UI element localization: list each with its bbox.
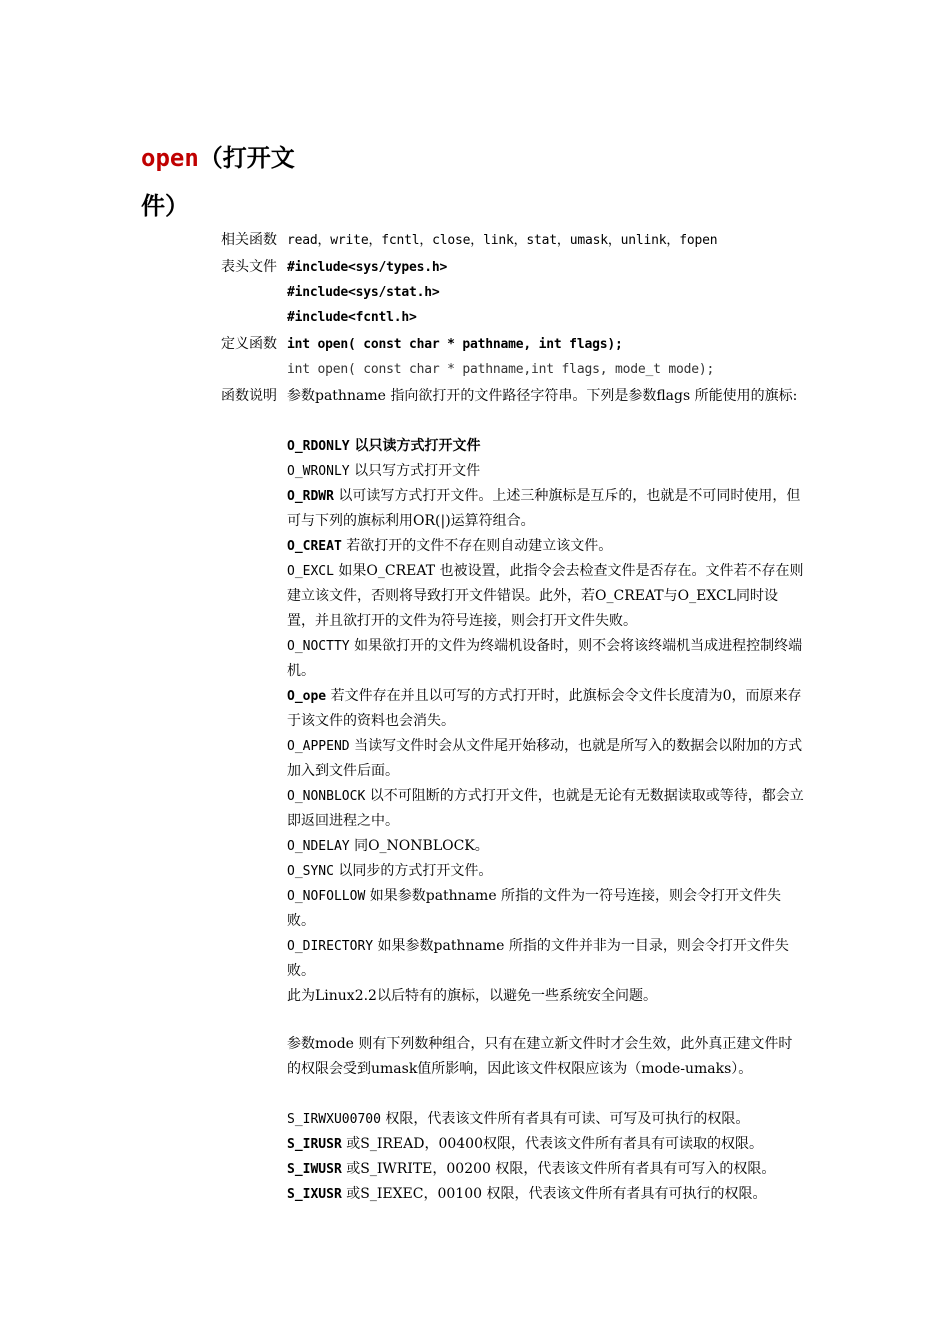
- flag-desc: 同O_NONBLOCK。: [349, 838, 489, 854]
- header-include-2: #include<sys/stat.h>: [287, 285, 440, 300]
- flag-desc: 当读写文件时会从文件尾开始移动，也就是所写入的数据会以附加的方式加入到文件后面。: [287, 738, 803, 779]
- title-cn-part2: 件）: [141, 192, 189, 220]
- header-include-3: #include<fcntl.h>: [287, 310, 417, 325]
- flag-desc: 如果O_CREAT 也被设置，此指令会去检查文件是否存在。文件若不存在则建立该文件，否则将导致打开文件错误。此外，若O_CREAT与O_EXCL同时设置，并且欲打开的文件为符号连接，则会打开文件失败。: [287, 563, 804, 629]
- flag-desc: 以只写方式打开文件: [349, 463, 481, 479]
- flag-o-ndelay: [287, 834, 805, 859]
- label-desc: 函数说明: [221, 388, 277, 404]
- flag-o-rdwr: [287, 484, 805, 534]
- flag-desc: 以只读方式打开文件: [349, 438, 481, 454]
- flag-name: O_APPEND: [287, 739, 350, 754]
- flag-name: O_CREAT: [287, 539, 342, 554]
- flag-o-directory: [287, 934, 805, 984]
- flag-name: O_NOCTTY: [287, 639, 350, 654]
- flag-o-creat: [287, 534, 805, 559]
- flag-name: O_RDWR: [287, 489, 334, 504]
- flag-o-excl: [287, 559, 805, 634]
- flag-desc: 若文件存在并且以可写的方式打开时，此旗标会令文件长度清为0，而原来存于该文件的资料也会消失。: [287, 688, 802, 729]
- flag-name: O_WRONLY: [287, 464, 350, 479]
- label-header: 表头文件: [221, 259, 277, 275]
- mode-desc: 或S_IEXEC，00100 权限，代表该文件所有者具有可执行的权限。: [341, 1186, 767, 1202]
- flag-desc: 如果参数pathname 所指的文件为一符号连接，则会令打开文件失败。: [287, 888, 782, 929]
- flag-o-append: [287, 734, 805, 784]
- function-name: open: [141, 144, 199, 172]
- flag-name: O_SYNC: [287, 864, 334, 879]
- header-include-1: #include<sys/types.h>: [287, 260, 448, 275]
- prototype-2: int open( const char * pathname,int flags, mode_t mode);: [287, 362, 715, 377]
- flag-o-sync: [287, 859, 805, 884]
- label-define: 定义函数: [221, 336, 277, 352]
- mode-name: S_IRWXU00700: [287, 1112, 381, 1127]
- title-cn-part1: （打开文: [198, 144, 295, 172]
- flag-name: O_NDELAY: [287, 839, 350, 854]
- mode-s-ixusr: [287, 1182, 805, 1207]
- related-functions: read，write，fcntl，close，link，stat，umask，unlink，fopen: [287, 233, 718, 248]
- flag-o-wronly: [287, 459, 805, 484]
- flag-o-ope: [287, 684, 805, 734]
- flag-name: O_ope: [287, 689, 327, 704]
- flag-desc: 以同步的方式打开文件。: [333, 863, 493, 879]
- flag-o-noctty: [287, 634, 805, 684]
- flag-name: O_NONBLOCK: [287, 789, 366, 804]
- flag-o-nofollow: [287, 884, 805, 934]
- mode-s-irusr: [287, 1132, 805, 1157]
- linux-note: 此为Linux2.2以后特有的旗标，以避免一些系统安全问题。: [287, 988, 657, 1004]
- mode-name: S_IWUSR: [287, 1162, 342, 1177]
- flag-name: O_EXCL: [287, 564, 334, 579]
- flag-desc: 如果参数pathname 所指的文件并非为一目录，则会令打开文件失败。: [287, 938, 789, 979]
- flag-o-rdonly: [287, 434, 805, 459]
- flag-name: O_DIRECTORY: [287, 939, 374, 954]
- flag-o-nonblock: [287, 784, 805, 834]
- mode-desc: 权限，代表该文件所有者具有可读、可写及可执行的权限。: [380, 1111, 750, 1127]
- mode-name: S_IXUSR: [287, 1187, 342, 1202]
- label-related: 相关函数: [221, 232, 277, 248]
- mode-s-iwusr: [287, 1157, 805, 1182]
- prototype-1: int open( const char * pathname, int flags);: [287, 337, 623, 352]
- desc-intro: 参数pathname 指向欲打开的文件路径字符串。下列是参数flags 所能使用的旗标:: [287, 388, 798, 404]
- flag-name: O_NOFOLLOW: [287, 889, 366, 904]
- mode-desc: 或S_IREAD，00400权限，代表该文件所有者具有可读取的权限。: [341, 1136, 763, 1152]
- flag-desc: 若欲打开的文件不存在则自动建立该文件。: [341, 538, 613, 554]
- mode-desc: 或S_IWRITE，00200 权限，代表该文件所有者具有可写入的权限。: [341, 1161, 776, 1177]
- mode-intro: 参数mode 则有下列数种组合，只有在建立新文件时才会生效，此外真正建文件时的权限会受到umask值所影响，因此该文件权限应该为（mode-umaks）。: [287, 1036, 793, 1077]
- mode-name: S_IRUSR: [287, 1137, 342, 1152]
- flag-name: O_RDONLY: [287, 439, 350, 454]
- page-title: [141, 134, 311, 230]
- flag-desc: 如果欲打开的文件为终端机设备时，则不会将该终端机当成进程控制终端机。: [287, 638, 803, 679]
- flag-desc: 以不可阻断的方式打开文件，也就是无论有无数据读取或等待，都会立即返回进程之中。: [287, 788, 804, 829]
- flag-desc: 以可读写方式打开文件。上述三种旗标是互斥的，也就是不可同时使用，但可与下列的旗标利用OR(|)运算符组合。: [287, 488, 801, 529]
- mode-s-irwxu: [287, 1107, 805, 1132]
